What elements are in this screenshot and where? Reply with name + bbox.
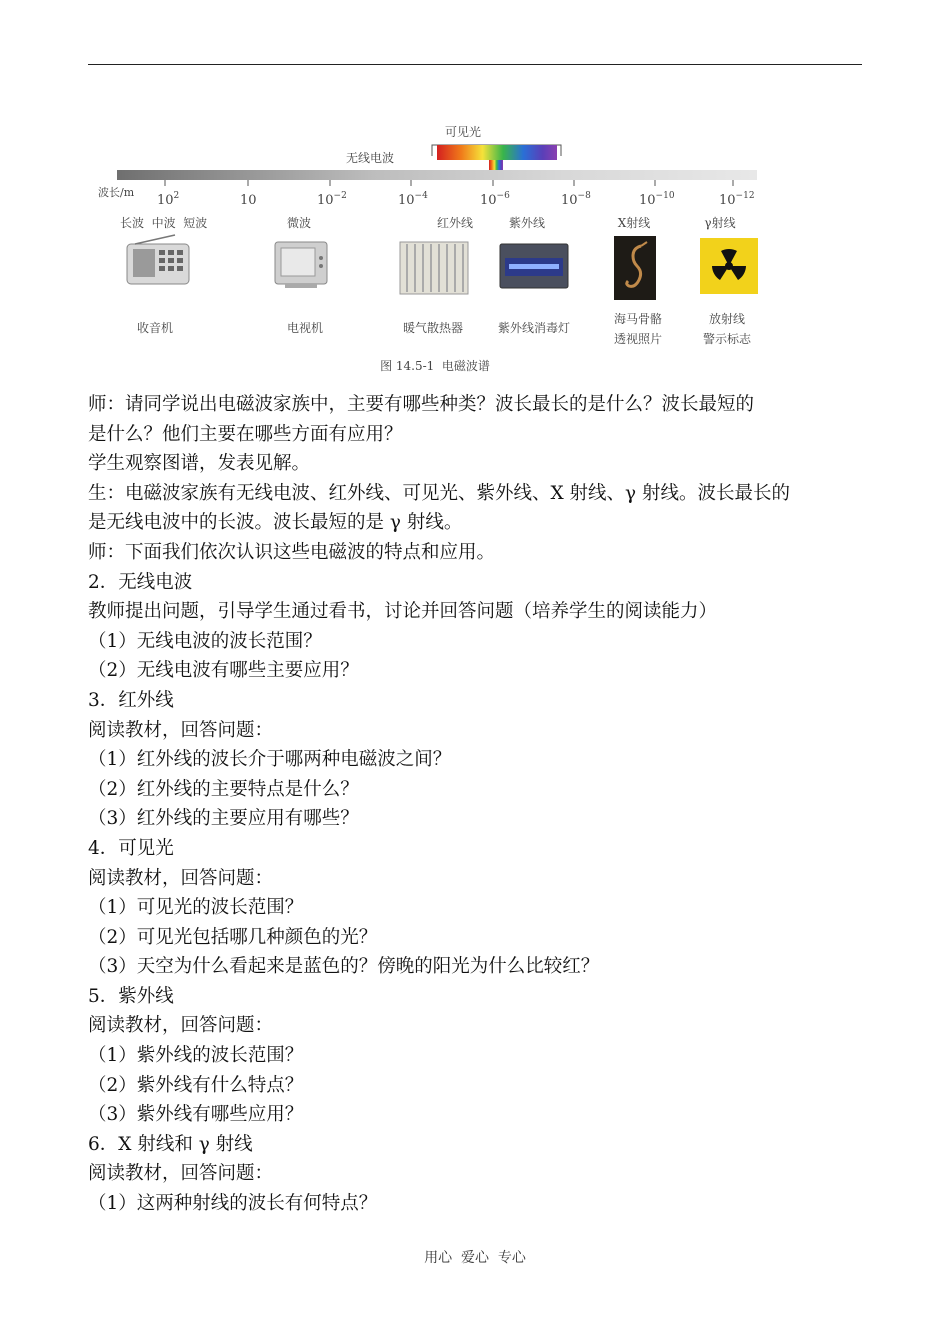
visible-band-marker [489,160,503,170]
paragraph: 师：请同学说出电磁波家族中，主要有哪些种类？波长最长的是什么？波长最短的 [88,394,755,415]
band-label-infrared: 红外线 [436,216,474,230]
band-labels [120,215,736,230]
radio-icon [127,235,189,284]
question: （1）无线电波的波长范围？ [88,630,322,652]
radiator-icon [400,242,468,294]
paragraph: 阅读教材，回答问题： [88,1163,274,1185]
radio-wave-label: 无线电波 [345,151,395,165]
question: （1）可见光的波长范围？ [88,897,304,919]
tick-label: $10^{-10}$ [639,191,675,208]
paragraph: 阅读教材，回答问题： [88,867,274,889]
item-label-uv-lamp: 紫外线消毒灯 [497,321,571,335]
tick-label: $10^{-12}$ [719,191,755,208]
item-labels [137,311,752,346]
question: （1）这两种射线的波长有何特点？ [88,1193,378,1215]
band-label-radio: 长波 中波 短波 [120,216,208,230]
tick-label: 10 [240,193,257,208]
question: （3）紫外线有哪些应用？ [88,1104,304,1126]
section-heading: 5．紫外线 [88,985,174,1007]
section-heading: 2．无线电波 [88,571,193,593]
page-footer: 用心 爱心 专心 [424,1250,526,1266]
paragraph: 师：下面我们依次认识这些电磁波的特点和应用。 [88,541,496,563]
item-label-radiation-1: 放射线 [708,312,746,326]
paragraph: 教师提出问题，引导学生通过看书，讨论并回答问题（培养学生的阅读能力） [88,601,718,623]
band-label-gamma: γ射线 [704,216,736,230]
tick-labels [157,191,755,208]
question: （2）紫外线有什么特点？ [88,1074,304,1096]
item-label-radiator: 暖气散热器 [402,321,464,335]
em-spectrum-figure [95,118,775,383]
figure-caption: 图 14.5-1 电磁波谱 [380,359,490,373]
section-heading: 4．可见光 [88,837,174,859]
section-heading: 3．红外线 [88,689,174,711]
spectrum-bar [117,170,757,180]
question: （1）红外线的波长介于哪两种电磁波之间？ [88,749,452,771]
paragraph: 阅读教材，回答问题： [88,719,274,741]
seahorse-xray-icon [614,236,656,300]
item-label-radio: 收音机 [136,321,174,335]
section-heading: 6．X 射线和 γ 射线 [88,1133,253,1155]
item-label-seahorse-1: 海马骨骼 [613,312,663,326]
band-label-ultraviolet: 紫外线 [508,216,546,230]
radiation-icon [700,238,758,294]
em-spectrum-svg [95,118,775,383]
band-label-xray: X射线 [617,216,651,230]
visible-light-label: 可见光 [444,125,482,139]
uv-lamp-icon [500,244,568,288]
paragraph: 生：电磁波家族有无线电波、红外线、可见光、紫外线、X 射线、γ 射线。波长最长的 [88,482,790,504]
wavelength-axis-label: 波长/m [98,186,135,199]
visible-spectrum-strip [437,145,557,160]
spectrum-ticks [165,180,733,186]
paragraph: 是什么？他们主要在哪些方面有应用？ [88,423,403,445]
tick-label: $10^{-8}$ [561,191,591,208]
band-label-microwave: 微波 [286,216,312,230]
tick-label: $10^{-2}$ [317,191,347,208]
question: （3）天空为什么看起来是蓝色的？傍晚的阳光为什么比较红？ [88,956,600,978]
paragraph: 学生观察图谱，发表见解。 [88,453,311,475]
item-label-seahorse-2: 透视照片 [613,332,663,346]
item-label-tv: 电视机 [286,321,324,335]
tv-icon [275,242,327,288]
paragraph: 是无线电波中的长波。波长最短的是 γ 射线。 [88,512,463,534]
tick-label: $10^2$ [157,191,180,208]
question: （2）无线电波有哪些主要应用？ [88,660,359,682]
question: （1）紫外线的波长范围？ [88,1045,304,1067]
question: （2）可见光包括哪几种颜色的光？ [88,926,378,948]
tick-label: $10^{-6}$ [480,191,510,208]
paragraph: 阅读教材，回答问题： [88,1015,274,1037]
question: （2）红外线的主要特点是什么？ [88,778,359,800]
header-rule [88,64,862,65]
tick-label: $10^{-4}$ [398,191,428,208]
question: （3）红外线的主要应用有哪些？ [88,808,359,830]
body-text [88,390,868,1219]
item-label-radiation-2: 警示标志 [702,332,752,346]
